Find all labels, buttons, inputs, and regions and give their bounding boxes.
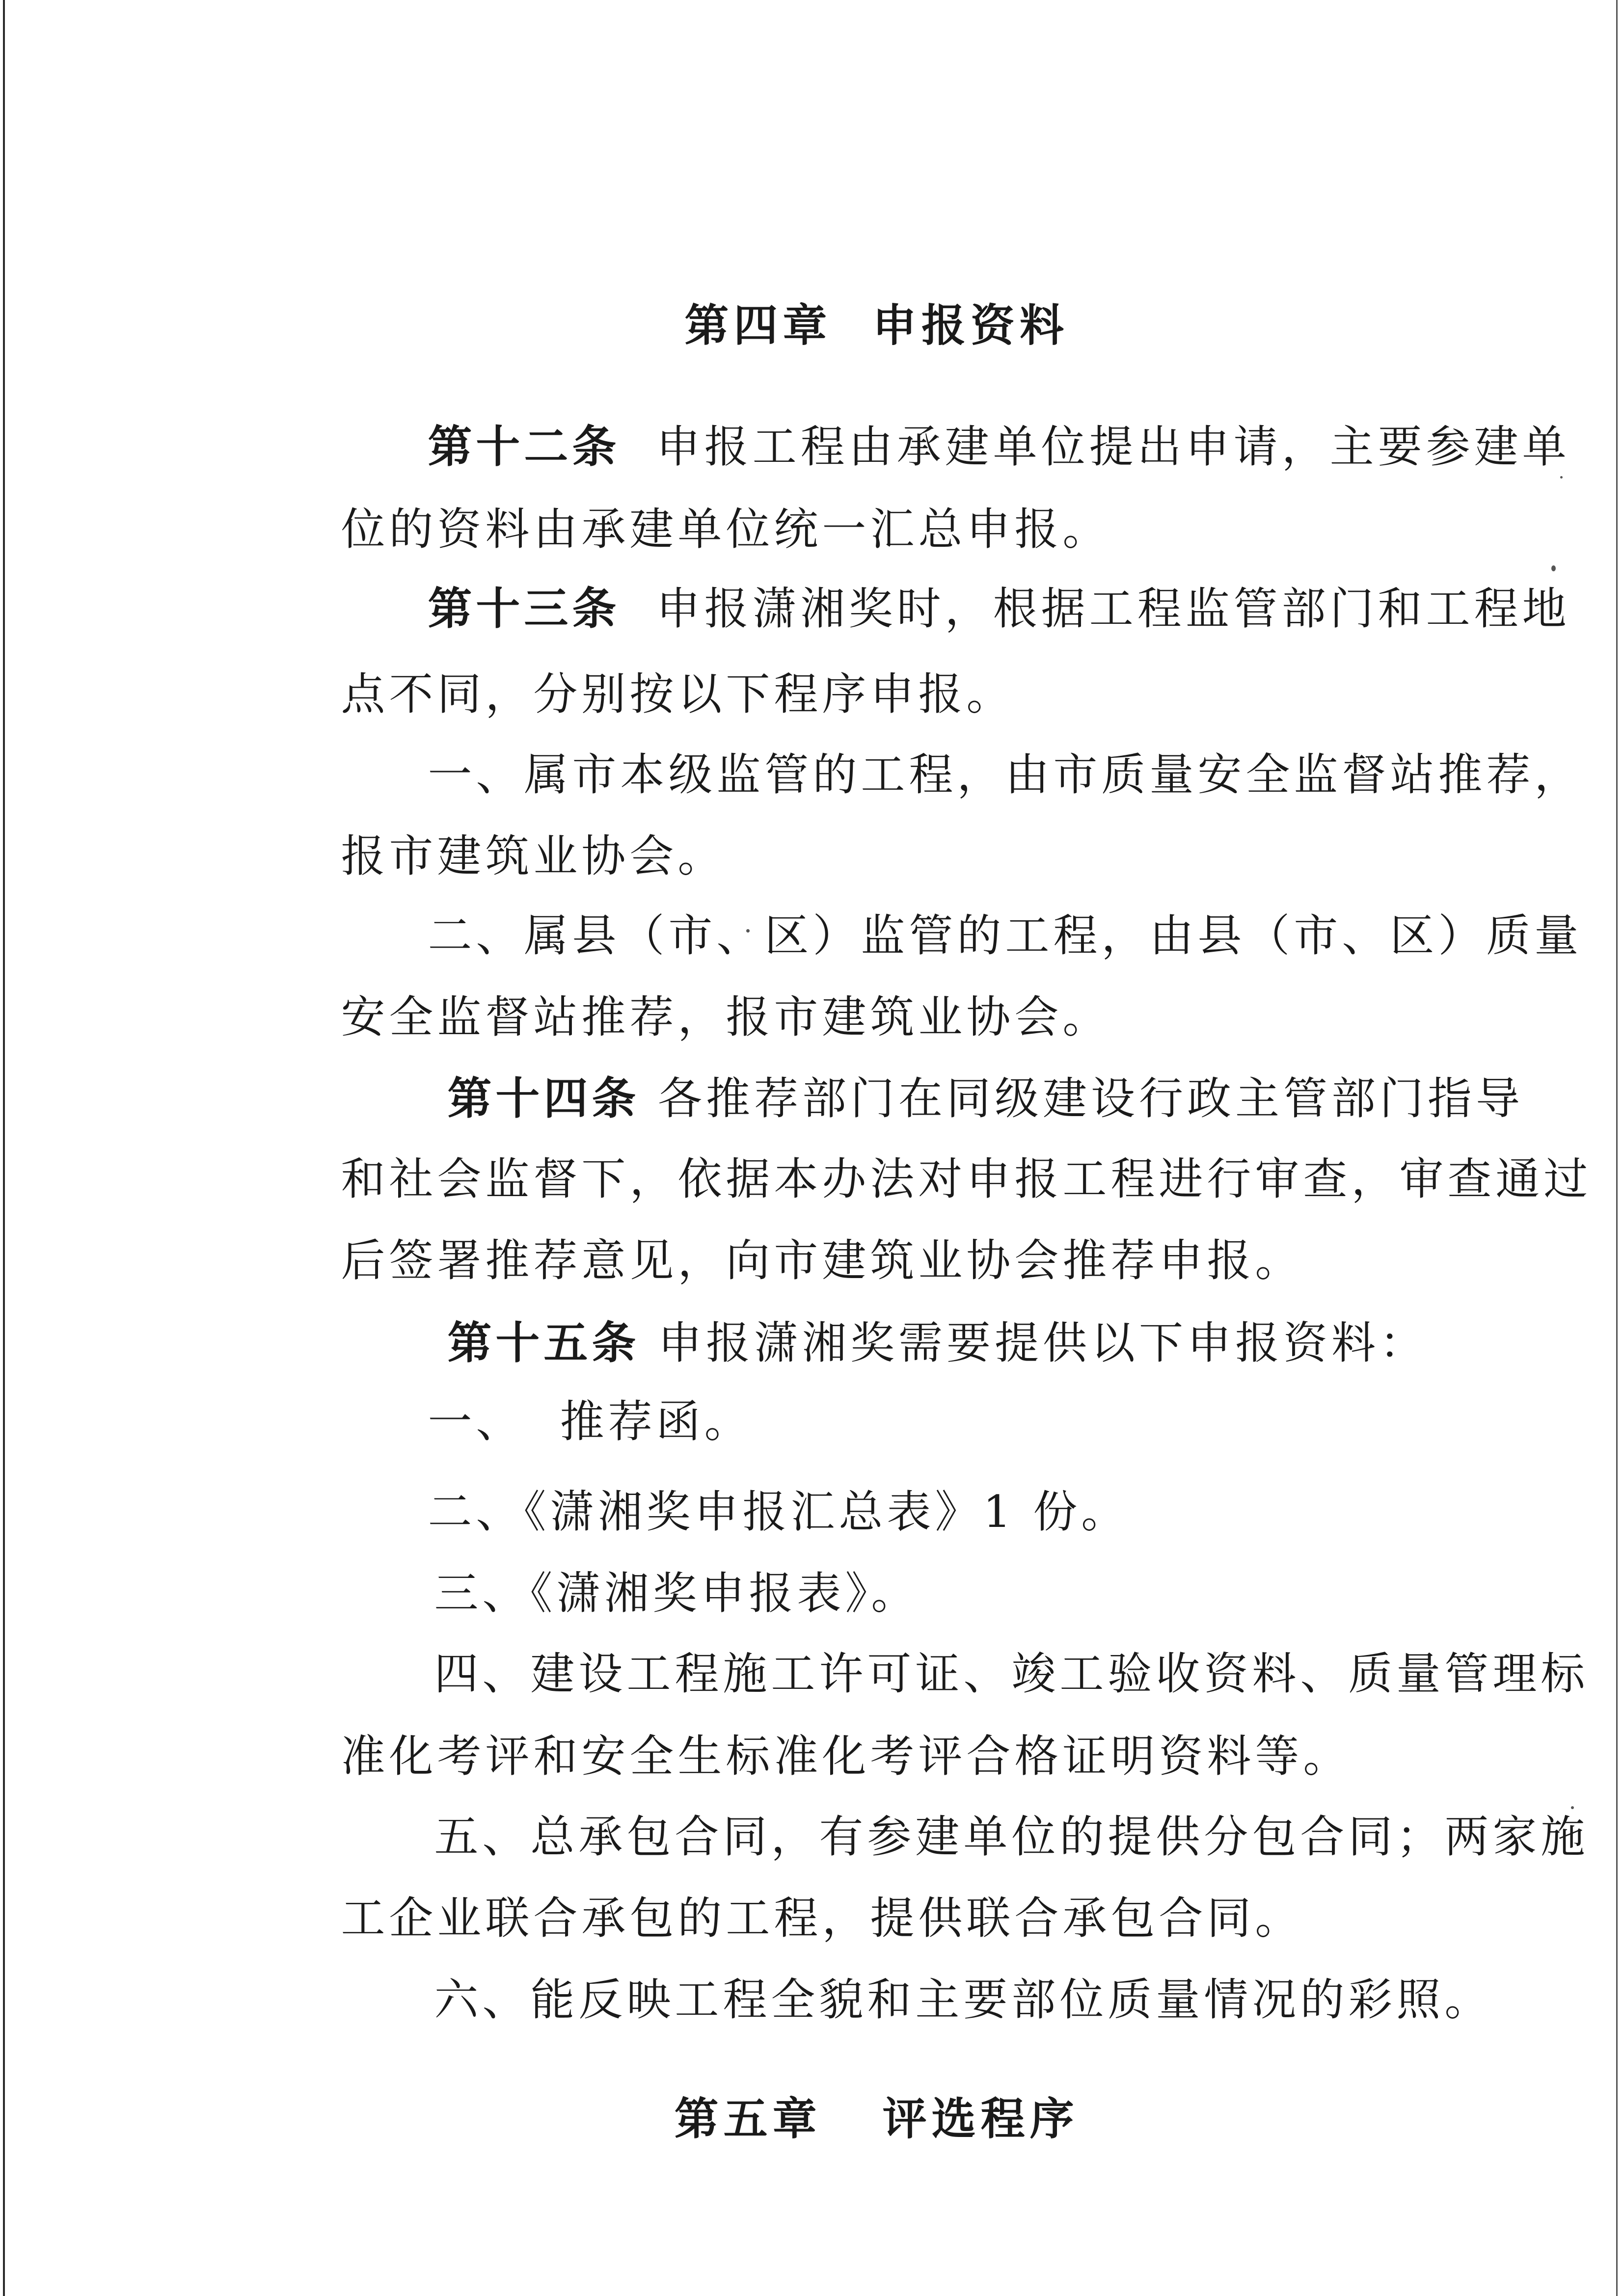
article-13-title: 第十三条 [428,583,621,635]
article-15-item-4-text: 四、建设工程施工许可证、竣工验收资料、质量管理标 [434,1648,1589,1700]
chapter-5-heading [269,2031,1403,2199]
chapter-4-heading-text: 第四章 申报资料 [684,299,1069,351]
scan-left-edge [3,0,5,2296]
article-15-item-6-text: 六、能反映工程全貌和主要部位质量情况的彩照。 [434,1974,1493,2026]
article-14-title: 第十四条 [447,1072,640,1124]
article-13-text: 申报潇湘奖时，根据工程监管部门和工程地 [620,583,1570,635]
article-15-title: 第十五条 [447,1317,640,1369]
article-12-text: 申报工程由承建单位提出申请，主要参建单 [620,421,1570,473]
article-15-text: 申报潇湘奖需要提供以下申报资料： [640,1317,1428,1369]
article-15-item-1-text: 一、 推荐函。 [428,1396,753,1447]
article-14-text-3: 后签署推荐意见，向市建筑业协会推荐申报。 [341,1235,1303,1286]
article-15-item-3-text: 三、《潇湘奖申报表》。 [434,1568,920,1619]
article-13-item-2-text-2: 安全监督站推荐，报市建筑业协会。 [341,991,1111,1043]
article-14-text: 各推荐部门在同级建设行政主管部门指导 [640,1073,1524,1124]
article-13-text-2: 点不同，分别按以下程序申报。 [341,668,1015,720]
article-15-item-2-text: 二、《潇湘奖申报汇总表》1 份。 [428,1486,1130,1538]
scan-right-edge [1616,0,1618,2296]
chapter-5-heading-text: 第五章 评选程序 [674,2093,1079,2145]
article-13-item-1-text: 一、属市本级监管的工程，由市质量安全监督站推荐， [428,749,1583,801]
article-12-text-2: 位的资料由承建单位统一汇总申报。 [341,504,1111,555]
article-14-text-2: 和社会监督下，依据本办法对申报工程进行审查，审查通过 [341,1153,1592,1205]
article-15-item-5-text: 五、总承包合同，有参建单位的提供分包合同；两家施 [434,1811,1589,1863]
article-13-item-1-text-2: 报市建筑业协会。 [341,830,726,882]
article-15-item-4-text-2: 准化考评和安全生标准化考评合格证明资料等。 [341,1731,1352,1782]
article-13-item-2-text: 二、属县（市、区）监管的工程，由县（市、区）质量 [428,910,1583,961]
article-12-title: 第十二条 [428,421,621,473]
article-15-item-5-text-2: 工企业联合承包的工程，提供联合承包合同。 [341,1893,1303,1944]
